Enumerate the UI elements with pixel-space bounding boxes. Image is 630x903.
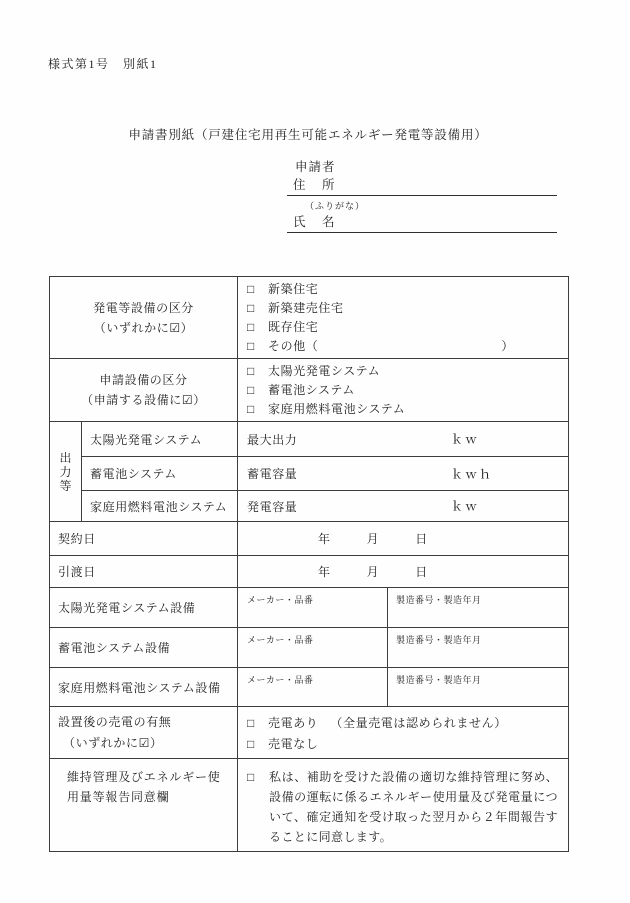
option-label: 太陽光発電システム — [268, 364, 381, 378]
day-label: 日 — [415, 565, 428, 579]
row-applied-equipment — [50, 359, 569, 422]
year-label: 年 — [318, 532, 331, 546]
document-title: 申請書別紙（戸建住宅用再生可能エネルギー発電等設備用） — [128, 128, 488, 142]
output-solar-value-cell[interactable] — [238, 422, 569, 457]
row-output-battery — [50, 457, 569, 491]
output-fuel-cell-field-label: 発電容量 — [247, 499, 298, 514]
month-label: 月 — [366, 565, 380, 579]
option-other[interactable] — [247, 337, 562, 356]
output-fuel-cell-unit: ｋｗ — [451, 499, 480, 514]
row-consent — [50, 759, 569, 852]
output-group-cell — [50, 422, 82, 522]
checkbox-icon[interactable]: □ — [247, 339, 255, 353]
checkbox-icon[interactable]: □ — [247, 736, 255, 751]
row-output-solar — [50, 422, 569, 457]
checkbox-icon[interactable]: □ — [247, 364, 255, 378]
output-battery-field-label: 蓄電容量 — [247, 467, 298, 481]
applied-equipment-note: （申請する設備に☑） — [81, 393, 206, 407]
solar-equipment-label: 太陽光発電システム設備 — [50, 588, 238, 628]
address-label: 住 所 — [293, 178, 337, 192]
solar-maker-input-cell[interactable]: メーカー・品番 — [238, 588, 388, 628]
applicant-heading: 申請者 — [295, 160, 336, 174]
fuel-cell-maker-input-cell[interactable]: メーカー・品番 — [238, 668, 388, 707]
output-solar-unit: ｋｗ — [451, 432, 480, 447]
form-number: 様式第1号 別紙1 — [48, 57, 158, 71]
battery-serial-input-cell[interactable]: 製造番号・製造年月 — [388, 628, 569, 668]
output-fuel-cell-value-cell[interactable] — [238, 491, 569, 522]
option-storage-battery[interactable] — [247, 381, 562, 400]
option-other-suffix: ） — [501, 339, 515, 353]
row-contract-date — [50, 522, 569, 556]
output-battery-value-cell[interactable] — [238, 457, 569, 491]
output-battery-unit: ｋｗｈ — [451, 467, 494, 481]
row-battery-equipment-detail — [50, 628, 569, 668]
checkbox-icon[interactable]: □ — [247, 301, 255, 315]
option-new-built-for-sale[interactable] — [247, 299, 562, 318]
consent-label-cell — [50, 759, 238, 852]
output-solar-system-label: 太陽光発電システム — [82, 422, 238, 457]
option-label: 家庭用燃料電池システム — [268, 402, 406, 416]
output-battery-system-label: 蓄電池システム — [82, 457, 238, 491]
option-label: 新築建売住宅 — [268, 301, 344, 315]
equipment-category-options-cell — [238, 277, 569, 359]
equipment-category-note: （いずれかに☑） — [93, 320, 194, 335]
address-input-line[interactable] — [287, 175, 557, 196]
row-output-fuel-cell — [50, 491, 569, 522]
handover-date-label: 引渡日 — [50, 556, 238, 588]
option-label: 売電なし — [268, 736, 319, 751]
fuel-cell-serial-input-cell[interactable]: 製造番号・製造年月 — [388, 668, 569, 707]
checkbox-icon[interactable]: □ — [247, 320, 255, 334]
name-input-line[interactable] — [287, 212, 557, 233]
name-label: 氏 名 — [293, 215, 337, 229]
checkbox-icon[interactable]: □ — [247, 282, 255, 296]
electricity-sale-options-cell — [238, 707, 569, 759]
checkbox-icon[interactable]: □ — [247, 770, 255, 784]
output-group-label: 出力等 — [59, 450, 72, 493]
contract-date-label: 契約日 — [50, 522, 238, 556]
option-existing-house[interactable] — [247, 318, 562, 337]
electricity-sale-note: （いずれかに☑） — [63, 735, 163, 750]
application-table — [49, 276, 569, 852]
row-fuel-cell-equipment-detail — [50, 668, 569, 707]
option-label: 売電あり — [268, 715, 319, 730]
furigana-label: （ふりがな） — [305, 201, 366, 211]
battery-maker-input-cell[interactable]: メーカー・品番 — [238, 628, 388, 668]
fuel-cell-equipment-label: 家庭用燃料電池システム設備 — [50, 668, 238, 707]
checkbox-icon[interactable]: □ — [247, 402, 255, 416]
applied-equipment-options-cell — [238, 359, 569, 422]
applicant-section — [287, 157, 557, 233]
electricity-sale-label-cell — [50, 707, 238, 759]
option-label: 既存住宅 — [268, 320, 319, 334]
option-fuel-cell[interactable] — [247, 400, 562, 419]
option-sale-yes[interactable] — [247, 713, 562, 734]
row-solar-equipment-detail — [50, 588, 569, 628]
contract-date-input-cell[interactable] — [238, 522, 569, 556]
option-label: 新築住宅 — [268, 282, 319, 296]
checkbox-icon[interactable]: □ — [247, 383, 255, 397]
output-solar-field-label: 最大出力 — [247, 432, 298, 447]
option-new-house[interactable] — [247, 280, 562, 299]
consent-label: 維持管理及びエネルギー使用量等報告同意欄 — [67, 770, 221, 804]
applied-equipment-label-cell — [50, 359, 238, 422]
consent-text: 私は、補助を受けた設備の適切な維持管理に努め、設備の運転に係るエネルギー使用量及び発電量について、確定通知を受け取った翌月から２年間報告することに同意します。 — [269, 770, 559, 844]
battery-equipment-label: 蓄電池システム設備 — [50, 628, 238, 668]
electricity-sale-label: 設置後の売電の有無 — [58, 714, 172, 729]
row-handover-date — [50, 556, 569, 588]
consent-text-cell — [238, 759, 569, 852]
equipment-category-label-cell — [50, 277, 238, 359]
consent-checkbox-option[interactable] — [247, 767, 558, 847]
equipment-category-label: 発電等設備の区分 — [93, 300, 194, 315]
day-label: 日 — [415, 532, 428, 546]
applied-equipment-label: 申請設備の区分 — [99, 373, 188, 387]
option-other-prefix: その他（ — [268, 339, 319, 353]
solar-serial-input-cell[interactable]: 製造番号・製造年月 — [388, 588, 569, 628]
handover-date-input-cell[interactable] — [238, 556, 569, 588]
year-label: 年 — [318, 565, 331, 579]
option-sale-no[interactable] — [247, 734, 562, 755]
checkbox-icon[interactable]: □ — [247, 715, 255, 730]
output-fuel-cell-system-label: 家庭用燃料電池システム — [82, 491, 238, 522]
row-electricity-sale — [50, 707, 569, 759]
option-solar-system[interactable] — [247, 362, 562, 381]
option-sale-yes-note: （全量売電は認められません） — [330, 715, 507, 730]
option-label: 蓄電池システム — [268, 383, 356, 397]
row-equipment-category — [50, 277, 569, 359]
month-label: 月 — [366, 532, 380, 546]
